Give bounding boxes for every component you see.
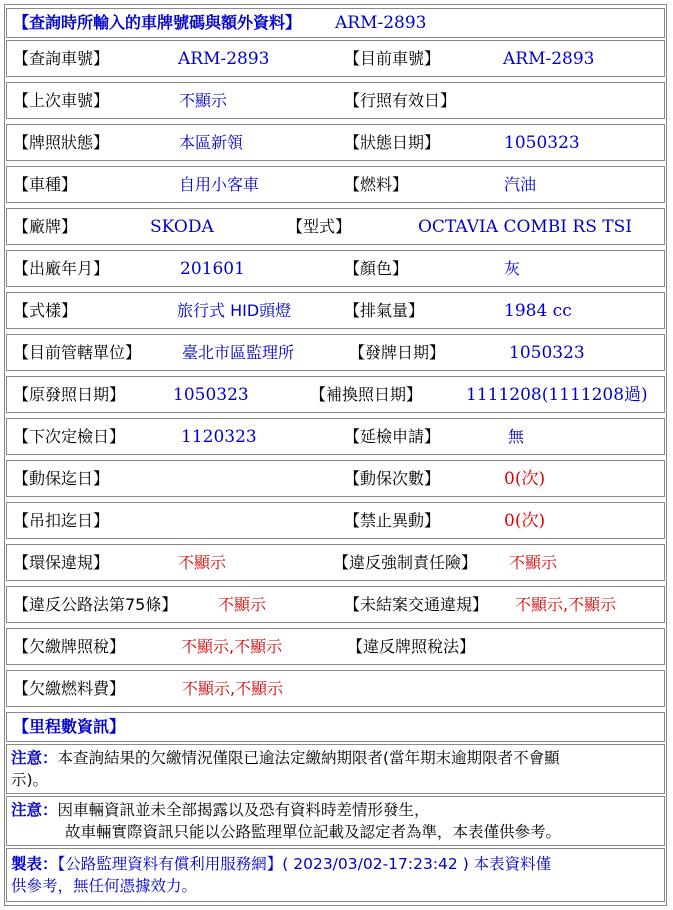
label-brand: 【廠牌】 bbox=[13, 217, 78, 236]
label-next-inspection: 【下次定檢日】 bbox=[13, 427, 126, 446]
row-suspension bbox=[6, 502, 665, 539]
label-plate-status: 【牌照狀態】 bbox=[13, 133, 110, 152]
value-transfer-prohibited: 0(次) bbox=[504, 511, 546, 531]
header-title: 【查詢時所輸入的車牌號碼與額外資料】 bbox=[13, 13, 302, 32]
label-jurisdiction: 【目前管轄單位】 bbox=[13, 343, 142, 362]
label-chattel-mortgage-end: 【動保迄日】 bbox=[13, 469, 110, 488]
row-manufacture-date bbox=[6, 250, 665, 287]
value-model: OCTAVIA COMBI RS TSI bbox=[418, 217, 632, 237]
label-inspection-extension: 【延檢申請】 bbox=[344, 427, 441, 446]
footer-label: 製表： bbox=[11, 855, 58, 873]
mileage-section-title: 【里程數資訊】 bbox=[13, 717, 126, 736]
label-previous-plate: 【上次車號】 bbox=[13, 91, 110, 110]
value-environmental-violation: 不顯示 bbox=[178, 553, 227, 572]
label-unpaid-fuel-fee: 【欠繳燃料費】 bbox=[13, 679, 126, 698]
row-vehicle-type bbox=[6, 166, 665, 203]
value-jurisdiction: 臺北市區監理所 bbox=[182, 343, 295, 362]
value-fuel: 汽油 bbox=[504, 175, 537, 194]
label-license-tax-violation: 【違反牌照稅法】 bbox=[347, 637, 476, 656]
value-compulsory-insurance: 不顯示 bbox=[509, 553, 558, 572]
value-current-plate: ARM-2893 bbox=[503, 49, 595, 69]
note1-line2: 示)。 bbox=[11, 771, 49, 789]
row-mileage bbox=[6, 712, 665, 742]
value-previous-plate: 不顯示 bbox=[179, 91, 228, 110]
value-chattel-mortgage-count: 0(次) bbox=[504, 469, 546, 489]
label-body-style: 【式樣】 bbox=[13, 301, 78, 320]
row-original-license-date bbox=[6, 376, 665, 413]
value-vehicle-type: 自用小客車 bbox=[179, 175, 260, 194]
label-transfer-prohibited: 【禁止異動】 bbox=[344, 511, 441, 530]
label-replacement-license-date: 【補換照日期】 bbox=[310, 385, 423, 404]
value-inspection-extension: 無 bbox=[508, 427, 525, 446]
label-original-license-date: 【原發照日期】 bbox=[13, 385, 126, 404]
value-color: 灰 bbox=[504, 259, 521, 278]
value-plate-status: 本區新領 bbox=[179, 133, 244, 152]
value-body-style: 旅行式 HID頭燈 bbox=[177, 301, 292, 320]
label-vehicle-type: 【車種】 bbox=[13, 175, 78, 194]
note-unpaid-disclaimer bbox=[6, 744, 665, 794]
label-environmental-violation: 【環保違規】 bbox=[13, 553, 110, 572]
header-plate: ARM-2893 bbox=[335, 13, 427, 33]
label-status-date: 【狀態日期】 bbox=[344, 133, 441, 152]
value-query-plate: ARM-2893 bbox=[178, 49, 270, 69]
row-chattel-mortgage bbox=[6, 460, 665, 497]
note1-line1: 本查詢結果的欠繳情況僅限已逾法定繳納期限者(當年期末逾期限者不會顯 bbox=[57, 749, 560, 767]
value-unpaid-license-tax: 不顯示,不顯示 bbox=[181, 637, 283, 656]
row-plate-query bbox=[6, 40, 665, 77]
label-license-valid-date: 【行照有效日】 bbox=[344, 91, 457, 110]
label-manufacture-date: 【出廠年月】 bbox=[13, 259, 110, 278]
value-original-license-date: 1050323 bbox=[173, 385, 249, 405]
report-footer bbox=[6, 848, 665, 902]
label-color: 【顏色】 bbox=[344, 259, 409, 278]
report-header bbox=[6, 8, 665, 38]
value-displacement: 1984 cc bbox=[504, 301, 572, 321]
value-status-date: 1050323 bbox=[504, 133, 580, 153]
label-query-plate: 【查詢車號】 bbox=[13, 49, 110, 68]
label-displacement: 【排氣量】 bbox=[344, 301, 425, 320]
note-data-accuracy bbox=[6, 796, 665, 846]
value-unpaid-fuel-fee: 不顯示,不顯示 bbox=[182, 679, 284, 698]
row-next-inspection bbox=[6, 418, 665, 455]
note2-line2: 故車輛實際資訊只能以公路監理單位記載及認定者為準，本表僅供參考。 bbox=[65, 823, 562, 841]
note1-label: 注意： bbox=[11, 749, 58, 767]
row-fuel-fee bbox=[6, 670, 665, 707]
value-pending-traffic-violation: 不顯示,不顯示 bbox=[515, 595, 617, 614]
value-brand: SKODA bbox=[150, 217, 214, 237]
value-issue-date: 1050323 bbox=[509, 343, 585, 363]
row-jurisdiction bbox=[6, 334, 665, 371]
row-body-style bbox=[6, 292, 665, 329]
row-brand bbox=[6, 208, 665, 245]
value-replacement-license-date: 1111208(1111208過) bbox=[466, 385, 648, 405]
note2-line1: 因車輛資訊並未全部揭露以及恐有資料時差情形發生， bbox=[57, 801, 430, 819]
label-compulsory-insurance: 【違反強制責任險】 bbox=[333, 553, 478, 572]
row-environmental-violation bbox=[6, 544, 665, 581]
row-previous-plate bbox=[6, 82, 665, 119]
label-pending-traffic-violation: 【未結案交通違規】 bbox=[344, 595, 489, 614]
label-issue-date: 【發牌日期】 bbox=[349, 343, 446, 362]
label-fuel: 【燃料】 bbox=[344, 175, 409, 194]
value-highway-act-violation: 不顯示 bbox=[218, 595, 267, 614]
footer-line1: 【公路監理資料有償利用服務網】( 2023/03/02-17:23:42 ) 本表資料僅 bbox=[57, 855, 552, 873]
label-suspension-end: 【吊扣迄日】 bbox=[13, 511, 110, 530]
label-current-plate: 【目前車號】 bbox=[344, 49, 441, 68]
row-plate-status bbox=[6, 124, 665, 161]
note2-label: 注意： bbox=[11, 801, 58, 819]
value-next-inspection: 1120323 bbox=[181, 427, 257, 447]
label-model: 【型式】 bbox=[287, 217, 352, 236]
row-highway-act-violation bbox=[6, 586, 665, 623]
row-license-tax bbox=[6, 628, 665, 665]
value-manufacture-date: 201601 bbox=[180, 259, 245, 279]
footer-line2: 供參考，無任何憑據效力。 bbox=[11, 877, 198, 895]
label-highway-act-violation: 【違反公路法第75條】 bbox=[13, 595, 178, 614]
label-unpaid-license-tax: 【欠繳牌照稅】 bbox=[13, 637, 126, 656]
label-chattel-mortgage-count: 【動保次數】 bbox=[344, 469, 441, 488]
